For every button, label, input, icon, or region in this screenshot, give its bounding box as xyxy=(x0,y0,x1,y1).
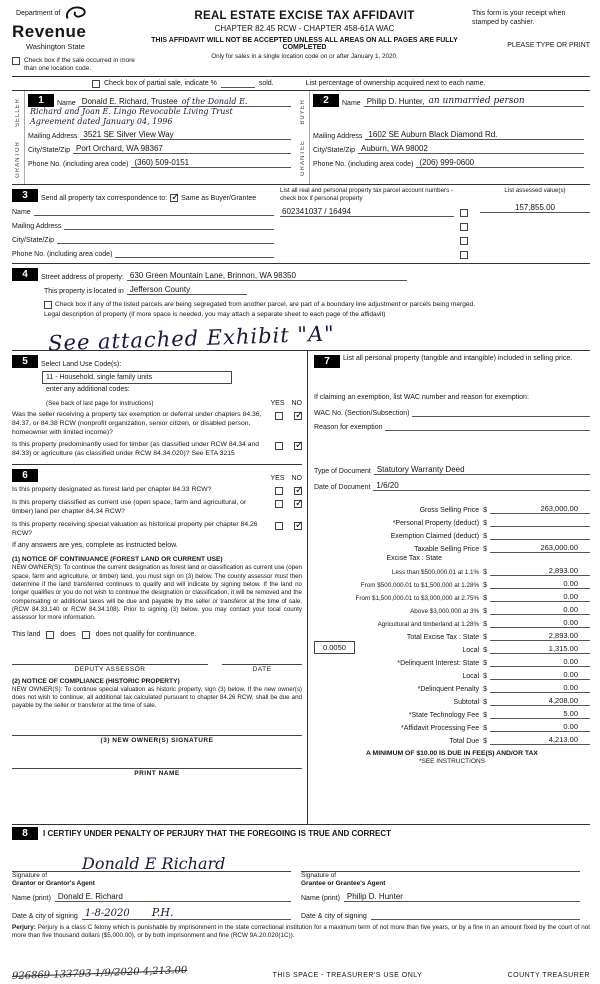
buyer-name-field[interactable]: Philip D. Hunter, an unmarried person xyxy=(364,96,584,107)
department-of-row xyxy=(12,5,137,22)
tax-row-bracket-4: Above $3,000,000 at 3% $ 0.00 xyxy=(314,602,590,615)
grantor-date-handwriting: 1-8-2020 xyxy=(84,907,130,919)
buyer-name-label: Name xyxy=(342,100,361,108)
deputy-assessor-cell xyxy=(12,655,208,673)
segregated-label: Check box if any of the listed parcels are being segregated from another parcel, are part of a boundary line adjustment or parcels being merged. xyxy=(55,300,476,308)
personal-property-title: List all personal property (tangible and intangible) included in selling price. xyxy=(343,354,573,362)
date-label: DATE xyxy=(252,665,272,673)
new-owner-signature-block xyxy=(12,726,302,744)
land-use-code-field[interactable]: 11 - Household, single family units xyxy=(42,371,232,384)
revenue-wordmark: Revenue xyxy=(12,22,87,41)
s6-question-2: Is this property classified as current use (open space, farm and agricultural, or timber) land per chapter 84.34 RCW? xyxy=(12,499,247,515)
s5q1-no-checkbox[interactable] xyxy=(294,412,302,420)
does-not-qualify-checkbox[interactable] xyxy=(82,631,90,639)
left-column xyxy=(12,351,308,824)
partial-sale-percent-field[interactable] xyxy=(221,79,255,88)
county-field[interactable]: Jefferson County xyxy=(127,285,247,295)
tax-row-delinquent-local: Local $ 0.00 xyxy=(314,667,590,680)
warning-line: THIS AFFIDAVIT WILL NOT BE ACCEPTED UNLESS ALL AREAS ON ALL PAGES ARE FULLY COMPLETED xyxy=(151,37,458,51)
located-in-label: This property is located in xyxy=(44,287,124,295)
corr-name-label: Name xyxy=(12,209,31,217)
corr-mailing-field[interactable] xyxy=(64,220,274,230)
tax-row-bracket-1: Less than $500,000.01 at 1.1% $ 2,893.00 xyxy=(314,563,590,576)
seller-side-label: SELLER GRANTOR xyxy=(12,91,25,184)
grantor-signature-label: Signature of Grantor or Grantor's Agent xyxy=(12,871,95,887)
title-block xyxy=(137,5,472,63)
additional-codes-label: enter any additional codes: xyxy=(46,385,130,393)
see-instructions-note: *SEE INSTRUCTIONS xyxy=(418,757,486,765)
seller-name-handwriting-extra: Richard and Joan E. Lingo Revocable Living Trust Agreement dated January 04, 1996 xyxy=(30,107,233,126)
department-of-label: Department of xyxy=(16,10,61,17)
s6q3-yes-checkbox[interactable] xyxy=(275,522,283,530)
print-name-label: PRINT NAME xyxy=(134,769,180,777)
revenue-logo-icon xyxy=(63,5,89,22)
grantor-name-print-label: Name (print) xyxy=(12,894,51,902)
does-label: does xyxy=(60,631,76,639)
seller-phone-label: Phone No. (including area code) xyxy=(28,161,129,169)
s5q2-no-checkbox[interactable] xyxy=(294,442,302,450)
send-correspondence-label: Send all property tax correspondence to: xyxy=(41,195,168,203)
tax-row-bracket-3: From $1,500,000.01 to $3,000,000 at 2.75% $ 0.00 xyxy=(314,589,590,602)
section-2-number: 2 xyxy=(313,94,339,107)
grantor-date-city-label: Date & city of signing xyxy=(12,912,78,920)
yes-no-header: YES NO xyxy=(270,399,302,407)
section-4 xyxy=(12,264,590,356)
bracket4-field[interactable]: 0.00 xyxy=(490,605,590,615)
agency-block xyxy=(12,5,137,63)
parcel-number-field[interactable]: 602341037 / 16494 xyxy=(280,207,454,217)
street-address-label: Street address of property: xyxy=(41,273,124,281)
seller-block xyxy=(25,91,297,184)
partial-sale-row xyxy=(12,76,590,91)
s5q1-yes-checkbox[interactable] xyxy=(275,412,283,420)
s6q1-yes-checkbox[interactable] xyxy=(275,487,283,495)
tax-correspondence-block xyxy=(12,187,274,259)
corr-name-field[interactable] xyxy=(34,206,274,216)
multi-location-label: Check box if the sale occurred in more than one location code. xyxy=(24,57,135,73)
tax-row-exemption: Exemption Claimed (deduct) $ xyxy=(314,527,590,540)
parcel-numbers-block xyxy=(274,187,474,259)
buyer-block xyxy=(310,91,590,184)
same-as-buyer-label: Same as Buyer/Grantee xyxy=(181,195,257,203)
gross-selling-price-field[interactable]: 263,000.00 xyxy=(490,504,590,514)
county-treasurer-label: COUNTY TREASURER xyxy=(507,972,590,979)
corr-mailing-label: Mailing Address xyxy=(12,223,62,231)
s6q2-no-checkbox[interactable] xyxy=(294,500,302,508)
affidavit-processing-fee-field[interactable]: 0.00 xyxy=(490,722,590,732)
delinquent-local-field[interactable]: 0.00 xyxy=(490,670,590,680)
assessed-value-block xyxy=(474,187,590,259)
section-1-number: 1 xyxy=(28,94,54,107)
single-location-note: Only for sales in a single location code on or after January 1, 2020. xyxy=(211,53,398,60)
lower-columns xyxy=(12,351,590,825)
grantor-signature-handwriting: Donald E Richard xyxy=(82,853,226,873)
multi-location-checkbox[interactable] xyxy=(12,57,20,65)
treasurer-stamp-handwriting: 926869 133793 1/9/2020 4,213.00 xyxy=(11,964,188,983)
tax-row-bracket-2: From $500,000.01 to $1,500,000 at 1.28% $ 0.00 xyxy=(314,576,590,589)
s6q1-no-checkbox[interactable] xyxy=(294,487,302,495)
personal-property-checkbox-3[interactable] xyxy=(460,237,468,245)
agricultural-field[interactable]: 0.00 xyxy=(490,618,590,628)
reason-label: Reason for exemption xyxy=(314,423,383,431)
partial-sale-sold-label: sold. xyxy=(258,80,274,88)
multi-location-row xyxy=(12,57,172,73)
seller-name-label: Name xyxy=(57,100,76,108)
grantee-signature-cell[interactable] xyxy=(301,842,580,872)
corr-phone-field[interactable] xyxy=(115,248,274,258)
exemption-note: If claiming an exemption, list WAC number and reason for exemption: xyxy=(314,393,529,401)
tax-row-delinquent-interest: *Delinquent Interest: State $ 0.00 xyxy=(314,654,590,667)
reason-field[interactable] xyxy=(385,421,590,431)
land-use-title: Select Land Use Code(s): xyxy=(41,360,122,368)
grantee-date-city-label: Date & city of signing xyxy=(301,912,367,920)
subtotal-field[interactable]: 4,208.00 xyxy=(490,696,590,706)
total-excise-state-field[interactable]: 2,893.00 xyxy=(490,631,590,641)
corr-phone-label: Phone No. (including area code) xyxy=(12,251,113,259)
s5-question-2: Is this property predominantly used for timber (as classified under RCW 84.34 and 84.33) or agriculture (as classified under RCW 84.34.020)? See ETA 3215 xyxy=(12,441,260,458)
tax-row-tech-fee: *State Technology Fee $ 5.00 xyxy=(314,706,590,719)
notice-compliance-body: NEW OWNER(S): To continue special valuation as historic property, sign (3) below. If the new owner(s) does not wish to continue, all additional tax calculated pursuant to chapter 84.26 RCW, shall be due and payable by the seller or transferor at the time of sale. xyxy=(12,685,302,710)
yes-no-header-2: YES NO xyxy=(270,475,302,483)
section-3-number: 3 xyxy=(12,189,38,202)
notice-continuance-title: (1) NOTICE OF CONTINUANCE (FOREST LAND OR CURRENT USE) xyxy=(12,556,223,564)
tax-row-total-due: Total Due $ 4,213.00 xyxy=(314,732,590,745)
local-rate-field[interactable]: 0.0050 xyxy=(314,641,355,654)
tax-row-agricultural: Agricultural and timberland at 1.28% $ 0.00 xyxy=(314,615,590,628)
document-date-label: Date of Document xyxy=(314,483,371,491)
section-6 xyxy=(12,464,302,777)
deputy-assessor-row xyxy=(12,655,302,673)
does-qualify-checkbox[interactable] xyxy=(46,631,54,639)
bracket2-field[interactable]: 0.00 xyxy=(490,579,590,589)
right-column xyxy=(308,351,590,824)
tax-row-personal: *Personal Property (deduct) $ xyxy=(314,514,590,527)
tax-row-total-state: Total Excise Tax : State $ 2,893.00 xyxy=(314,628,590,641)
receipt-block xyxy=(472,5,590,63)
please-type-note: PLEASE TYPE OR PRINT xyxy=(507,42,590,50)
document-date-field[interactable]: 1/6/20 xyxy=(373,481,590,491)
partial-sale-checkbox[interactable] xyxy=(92,80,100,88)
print-name-line[interactable] xyxy=(12,759,302,769)
does-not-label: does not qualify for continuance. xyxy=(95,631,197,639)
personal-property-checkbox-2[interactable] xyxy=(460,223,468,231)
grantor-name-print-field[interactable]: Donald E. Richard xyxy=(55,892,291,902)
seller-city-field[interactable]: Port Orchard, WA 98367 xyxy=(73,144,291,154)
name-print-row xyxy=(12,892,590,902)
new-owner-signature-label: (3) NEW OWNER(S) SIGNATURE xyxy=(100,736,214,744)
deputy-assessor-signature-line[interactable] xyxy=(12,655,208,665)
section-6-number: 6 xyxy=(12,469,38,482)
grantee-signature-label: Signature of Grantee or Grantee's Agent xyxy=(301,871,386,887)
print-name-block xyxy=(12,759,302,777)
state-technology-fee-field[interactable]: 5.00 xyxy=(490,709,590,719)
page-title: REAL ESTATE EXCISE TAX AFFIDAVIT xyxy=(194,10,415,22)
deputy-assessor-label: DEPUTY ASSESSOR xyxy=(74,665,146,673)
legal-description-handwriting: See attached Exhibit "A" xyxy=(47,321,336,356)
parties-section xyxy=(12,91,590,185)
wac-label: WAC No. (Section/Subsection) xyxy=(314,409,410,417)
seller-name-field[interactable]: Donald E. Richard, Trustee of the Donald E. xyxy=(79,97,291,107)
seller-mailing-field[interactable]: 3521 SE Silver View Way xyxy=(80,130,291,140)
section-7-number: 7 xyxy=(314,355,340,368)
s6-question-3: Is this property receiving special valuation as historical property per chapter 84.26 RCW? xyxy=(12,520,258,537)
tax-row-taxable: Taxable Selling Price $ 263,000.00 xyxy=(314,540,590,553)
signature-labels-row xyxy=(12,872,590,888)
signature-row xyxy=(12,842,590,872)
local-tax-field[interactable]: 1,315.00 xyxy=(490,644,590,654)
delinquent-interest-state-field[interactable]: 0.00 xyxy=(490,657,590,667)
section-5-number: 5 xyxy=(12,355,38,368)
corr-city-field[interactable] xyxy=(57,234,274,244)
s5-question-1: Was the seller receiving a property tax exemption or deferral under chapters 84.36, 84.37, or 84.38 RCW (nonprofit organization, senior citizen, or disabled person, homeowner with limited income)? xyxy=(12,410,262,436)
section-8-number: 8 xyxy=(12,827,38,840)
notice-continuance-body: NEW OWNER(S): To continue the current designation as forest land or classification as current use (open space, farm and agriculture, or timber) land, you must sign on (3) below. The county assessor must then determine if the land transferred continues to qualify and will indicate by signing below. If the land no longer qualifies or you do not wish to continue the designation or classification, it will be removed and the compensating or additional taxes will be due and payable by the seller or transferor at the time of sale. (RCW 84.33.140 or RCW 84.34.108). Prior to signing (3) below, you may contact your local county assessor for more information. xyxy=(12,564,302,622)
grantee-name-print-field[interactable]: Philip D. Hunter xyxy=(344,892,580,902)
total-due-field[interactable]: 4,213.00 xyxy=(490,735,590,745)
grantee-name-print-label: Name (print) xyxy=(301,894,340,902)
ownership-note: List percentage of ownership acquired next to each name. xyxy=(305,80,486,88)
buyer-city-field[interactable]: Auburn, WA 98002 xyxy=(358,144,584,154)
tax-row-delinquent-penalty: *Delinquent Penalty $ 0.00 xyxy=(314,680,590,693)
corr-city-label: City/State/Zip xyxy=(12,237,55,245)
treasurer-space-label: THIS SPACE - TREASURER'S USE ONLY xyxy=(272,972,423,979)
date-city-row xyxy=(12,906,590,920)
section-3 xyxy=(12,185,590,264)
buyer-phone-label: Phone No. (including area code) xyxy=(313,161,414,169)
seller-mailing-label: Mailing Address xyxy=(28,133,78,141)
segregated-checkbox[interactable] xyxy=(44,301,52,309)
assessed-value-header: List assessed value(s) xyxy=(504,187,566,195)
buyer-side-label: BUYER GRANTEE xyxy=(297,91,310,184)
personal-property-checkbox-1[interactable] xyxy=(460,209,468,217)
receipt-note: This form is your receipt when stamped by cashier. xyxy=(472,10,566,27)
grantor-city-handwriting: P.H. xyxy=(151,905,174,919)
chapter-line: CHAPTER 82.45 RCW - CHAPTER 458-61A WAC xyxy=(214,24,395,33)
section-4-number: 4 xyxy=(12,268,38,281)
s6q2-yes-checkbox[interactable] xyxy=(275,500,283,508)
assessed-value-field[interactable]: 157,855.00 xyxy=(480,203,590,213)
grantee-date-city-field[interactable] xyxy=(371,910,580,920)
tax-row-local: 0.0050 Local $ 1,315.00 xyxy=(314,641,590,654)
tax-row-processing-fee: *Affidavit Processing Fee $ 0.00 xyxy=(314,719,590,732)
street-address-field[interactable]: 630 Green Mountain Lane, Brinnon, WA 98350 xyxy=(127,271,407,281)
document-type-field[interactable]: Statutory Warranty Deed xyxy=(374,465,590,475)
s5q2-yes-checkbox[interactable] xyxy=(275,442,283,450)
s6-question-1: Is this property designated as forest land per chapter 84.33 RCW? xyxy=(12,486,212,494)
form-header xyxy=(12,5,590,63)
exemption-claimed-field[interactable] xyxy=(490,530,590,540)
buyer-mailing-label: Mailing Address xyxy=(313,133,363,141)
buyer-name-handwriting: an unmarried person xyxy=(428,96,525,107)
document-type-label: Type of Document xyxy=(314,467,371,475)
personal-property-checkbox-4[interactable] xyxy=(460,251,468,259)
notice-compliance-title: (2) NOTICE OF COMPLIANCE (HISTORIC PROPERTY) xyxy=(12,677,180,685)
grantor-signature-cell[interactable] xyxy=(12,842,291,872)
new-owner-signature-line[interactable] xyxy=(12,726,302,736)
buyer-city-label: City/State/Zip xyxy=(313,147,356,155)
washington-state-label: Washington State xyxy=(26,42,85,51)
delinquent-penalty-field[interactable]: 0.00 xyxy=(490,683,590,693)
parcel-header: List all real and personal property tax parcel account numbers - check box if personal property xyxy=(280,187,453,202)
seller-name-handwriting-1: of the Donald E. xyxy=(181,97,248,107)
section-5 xyxy=(12,353,302,459)
seller-city-label: City/State/Zip xyxy=(28,147,71,155)
this-land-label: This land xyxy=(12,631,41,639)
partial-sale-label: Check box of partial sale, indicate % xyxy=(104,80,217,88)
buyer-phone-field[interactable]: (206) 999-0600 xyxy=(416,158,584,168)
perjury-statement: Perjury: Perjury is a class C felony which is punishable by imprisonment in the state correctional institution for a maximum term of not more than five years, or by a fine in an amount fixed by the court of not more than five thousand dollars ($5,000.00), or by both imprisonment and fine (RCW 9A.20.020(1C)). xyxy=(12,923,590,940)
same-as-buyer-checkbox[interactable] xyxy=(170,194,178,202)
grantor-date-city-field[interactable] xyxy=(82,906,291,920)
tax-row-gross: Gross Selling Price $ 263,000.00 xyxy=(314,501,590,514)
personal-property-deduct-field[interactable] xyxy=(490,517,590,527)
date-cell xyxy=(222,655,302,673)
buyer-mailing-field[interactable]: 1602 SE Auburn Black Diamond Rd. xyxy=(365,130,584,140)
instructions-note: (See back of last page for instructions) xyxy=(46,399,154,407)
s6q3-no-checkbox[interactable] xyxy=(294,522,302,530)
bracket3-field[interactable]: 0.00 xyxy=(490,592,590,602)
taxable-selling-price-field[interactable]: 263,000.00 xyxy=(490,543,590,553)
legal-description-label: Legal description of property (if more space is needed, you may attach a separate sheet to each page of the affidavit) xyxy=(44,310,386,318)
minimum-due-note: A MINIMUM OF $10.00 IS DUE IN FEE(S) AND/OR TAX xyxy=(366,749,538,757)
tax-row-subtotal: Subtotal $ 4,208.00 xyxy=(314,693,590,706)
date-line[interactable] xyxy=(222,655,302,665)
certify-statement: I CERTIFY UNDER PENALTY OF PERJURY THAT THE FOREGOING IS TRUE AND CORRECT xyxy=(43,828,392,838)
treasurer-footer xyxy=(11,964,590,983)
section-8 xyxy=(12,825,590,941)
if-yes-note: If any answers are yes, complete as instructed below. xyxy=(12,542,178,550)
seller-phone-field[interactable]: (360) 509-0151 xyxy=(131,158,291,168)
bracket1-field[interactable]: 2,893.00 xyxy=(490,566,590,576)
wac-field[interactable] xyxy=(412,407,590,417)
excise-tax-state-header: Excise Tax : State xyxy=(386,554,442,562)
